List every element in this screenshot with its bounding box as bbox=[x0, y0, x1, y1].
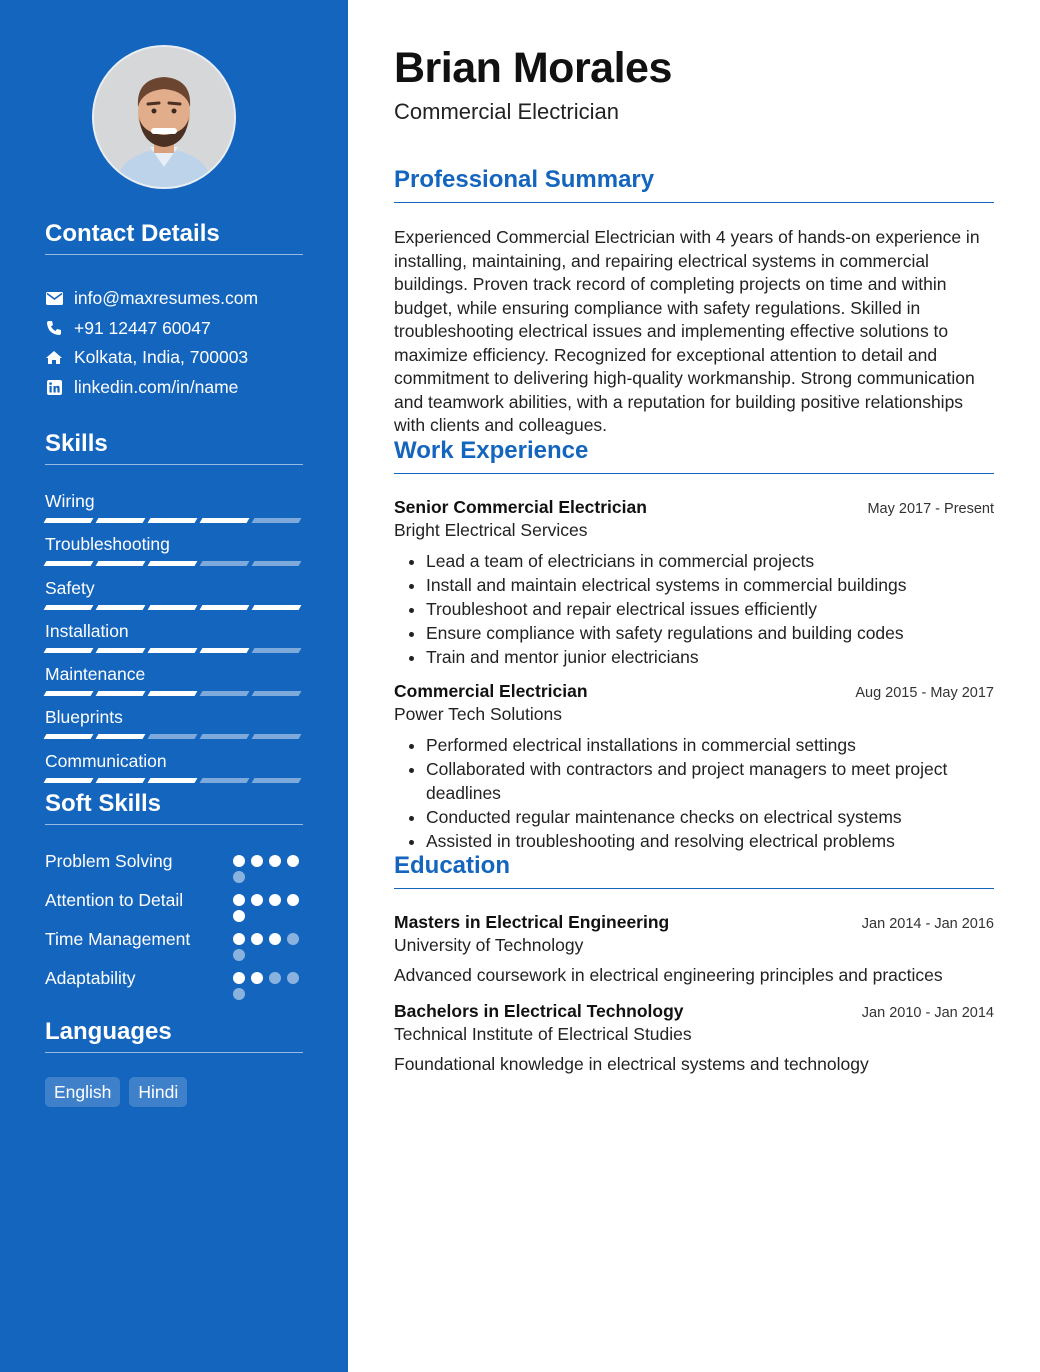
skill-level-segment bbox=[148, 648, 198, 653]
skill-level-segment bbox=[44, 561, 94, 566]
skill-level-segment bbox=[96, 648, 146, 653]
skill-level-segment bbox=[200, 605, 250, 610]
skill-level-segment bbox=[200, 648, 250, 653]
rating-dot bbox=[251, 972, 263, 984]
rating-dot bbox=[233, 910, 245, 922]
contact-details-heading: Contact Details bbox=[45, 220, 303, 255]
job-bullet: • Conducted regular maintenance checks on electrical systems bbox=[426, 805, 994, 829]
envelope-icon bbox=[45, 290, 63, 308]
contact-list bbox=[45, 284, 315, 402]
job-bullet: • Assisted in troubleshooting and resolving electrical problems bbox=[426, 829, 994, 853]
soft-skill-name: Problem Solving bbox=[45, 851, 173, 871]
education-entry bbox=[394, 1001, 994, 1075]
skill-level-segment bbox=[44, 778, 94, 783]
school-name: Technical Institute of Electrical Studies bbox=[394, 1024, 692, 1044]
rating-dot bbox=[269, 855, 281, 867]
rating-dot bbox=[233, 894, 245, 906]
skill-name: Installation bbox=[45, 620, 129, 641]
skill-level-segment bbox=[200, 778, 250, 783]
skill-name: Communication bbox=[45, 750, 167, 771]
rating-dot bbox=[233, 855, 245, 867]
skill-item bbox=[45, 750, 303, 793]
linkedin-icon bbox=[45, 378, 63, 396]
skill-level-segment bbox=[96, 561, 146, 566]
skill-level-segment bbox=[200, 734, 250, 739]
skill-level-segment bbox=[200, 518, 250, 523]
rating-dot bbox=[287, 894, 299, 906]
soft-skills-heading: Soft Skills bbox=[45, 790, 303, 825]
soft-skill-name: Attention to Detail bbox=[45, 890, 184, 910]
soft-skills-list bbox=[45, 850, 305, 1006]
soft-skill-item bbox=[45, 928, 305, 961]
avatar bbox=[92, 45, 236, 189]
rating-dot bbox=[287, 972, 299, 984]
education-heading: Education bbox=[394, 852, 994, 889]
rating-dot bbox=[233, 972, 245, 984]
contact-email[interactable] bbox=[45, 284, 315, 314]
contact-linkedin[interactable] bbox=[45, 373, 315, 403]
contact-linkedin-text: linkedin.com/in/name bbox=[74, 376, 239, 397]
rating-dot bbox=[251, 933, 263, 945]
professional-summary-heading: Professional Summary bbox=[394, 166, 994, 203]
skill-level-bar bbox=[45, 734, 303, 739]
soft-skill-item bbox=[45, 889, 305, 922]
job-title: Senior Commercial Electrician bbox=[394, 497, 647, 517]
school-name: University of Technology bbox=[394, 935, 584, 955]
education-date: Jan 2010 - Jan 2014 bbox=[861, 1005, 994, 1021]
soft-skill-rating bbox=[233, 850, 305, 883]
contact-location-text: Kolkata, India, 700003 bbox=[74, 347, 249, 368]
skills-list bbox=[45, 490, 303, 793]
skill-item bbox=[45, 663, 303, 706]
skill-level-bar bbox=[45, 691, 303, 696]
rating-dot bbox=[287, 933, 299, 945]
job-bullet: • Ensure compliance with safety regulations and building codes bbox=[426, 621, 994, 645]
skill-level-segment bbox=[252, 605, 302, 610]
skill-level-bar bbox=[45, 648, 303, 653]
soft-skill-item bbox=[45, 850, 305, 883]
contact-phone[interactable] bbox=[45, 314, 315, 344]
language-tag: Hindi bbox=[129, 1077, 187, 1107]
job-bullets bbox=[394, 733, 994, 853]
skill-level-segment bbox=[44, 691, 94, 696]
skill-level-segment bbox=[200, 561, 250, 566]
skill-level-segment bbox=[252, 691, 302, 696]
skill-item bbox=[45, 577, 303, 620]
education-date: Jan 2014 - Jan 2016 bbox=[861, 916, 994, 932]
rating-dot bbox=[269, 894, 281, 906]
skill-item bbox=[45, 490, 303, 533]
skill-level-bar bbox=[45, 605, 303, 610]
job-title: Commercial Electrician bbox=[394, 681, 588, 701]
rating-dot bbox=[233, 988, 245, 1000]
job-company: Bright Electrical Services bbox=[394, 520, 588, 540]
job-bullet: • Train and mentor junior electricians bbox=[426, 645, 994, 669]
degree-title: Masters in Electrical Engineering bbox=[394, 912, 670, 932]
soft-skill-name: Adaptability bbox=[45, 968, 136, 988]
skill-level-segment bbox=[96, 518, 146, 523]
job-company: Power Tech Solutions bbox=[394, 704, 562, 724]
skill-level-segment bbox=[96, 778, 146, 783]
rating-dot bbox=[233, 949, 245, 961]
sidebar bbox=[0, 0, 348, 1372]
skill-level-segment bbox=[252, 734, 302, 739]
skill-level-segment bbox=[148, 518, 198, 523]
skill-level-bar bbox=[45, 561, 303, 566]
skill-item bbox=[45, 533, 303, 576]
language-tag: English bbox=[45, 1077, 120, 1107]
skill-level-segment bbox=[44, 605, 94, 610]
degree-title: Bachelors in Electrical Technology bbox=[394, 1001, 684, 1021]
job-entry bbox=[394, 497, 994, 669]
languages-list bbox=[45, 1077, 187, 1107]
skill-name: Troubleshooting bbox=[45, 534, 170, 555]
contact-email-text: info@maxresumes.com bbox=[74, 288, 259, 309]
skill-name: Maintenance bbox=[45, 664, 146, 685]
skill-level-bar bbox=[45, 518, 303, 523]
skills-heading: Skills bbox=[45, 430, 303, 465]
skill-level-segment bbox=[252, 518, 302, 523]
skill-name: Blueprints bbox=[45, 707, 123, 728]
education-entry bbox=[394, 912, 994, 986]
skill-level-bar bbox=[45, 778, 303, 783]
skill-item bbox=[45, 620, 303, 663]
rating-dot bbox=[233, 933, 245, 945]
home-icon bbox=[45, 349, 63, 367]
skill-level-segment bbox=[252, 648, 302, 653]
skill-item bbox=[45, 706, 303, 749]
skill-name: Wiring bbox=[45, 491, 95, 511]
candidate-role: Commercial Electrician bbox=[394, 99, 619, 124]
job-date: May 2017 - Present bbox=[867, 501, 994, 517]
skill-level-segment bbox=[96, 691, 146, 696]
skill-level-segment bbox=[252, 778, 302, 783]
phone-icon bbox=[45, 319, 63, 337]
work-experience-heading: Work Experience bbox=[394, 437, 994, 474]
rating-dot bbox=[269, 972, 281, 984]
contact-phone-text: +91 12447 60047 bbox=[74, 317, 211, 338]
skill-level-segment bbox=[200, 691, 250, 696]
job-entry bbox=[394, 681, 994, 853]
skill-level-segment bbox=[44, 734, 94, 739]
job-bullet: • Troubleshoot and repair electrical issues efficiently bbox=[426, 597, 994, 621]
skill-level-segment bbox=[96, 734, 146, 739]
candidate-name: Brian Morales bbox=[394, 44, 672, 92]
skill-level-segment bbox=[96, 605, 146, 610]
soft-skill-name: Time Management bbox=[45, 929, 191, 949]
job-bullet: • Performed electrical installations in commercial settings bbox=[426, 733, 994, 757]
soft-skill-item bbox=[45, 967, 305, 1000]
profile-photo bbox=[94, 47, 234, 187]
soft-skill-rating bbox=[233, 928, 305, 961]
skill-level-segment bbox=[148, 778, 198, 783]
rating-dot bbox=[251, 894, 263, 906]
education-description: Foundational knowledge in electrical systems and technology bbox=[394, 1054, 869, 1074]
summary-text: Experienced Commercial Electrician with 4 years of hands-on experience in installing, maintaining, and repairing electrical systems in commercial buildings. Proven track record of completing projects on time and within budget, while ensuring compliance with safety regulations. Skilled in troubleshooting electrical issues and implementing effective solutions to maximize efficiency. Recognized for exceptional attention to detail and commitment to delivering high-quality workmanship. Strong communication and teamwork abilities, with a reputation for building positive relationships with clients and colleagues. bbox=[394, 227, 980, 435]
skill-level-segment bbox=[148, 561, 198, 566]
soft-skill-rating bbox=[233, 967, 305, 1000]
job-bullet: • Install and maintain electrical systems in commercial buildings bbox=[426, 573, 994, 597]
education-description: Advanced coursework in electrical engineering principles and practices bbox=[394, 965, 943, 985]
skill-level-segment bbox=[252, 561, 302, 566]
job-bullet: • Lead a team of electricians in commercial projects bbox=[426, 549, 994, 573]
contact-location bbox=[45, 343, 315, 373]
job-bullets bbox=[394, 549, 994, 669]
rating-dot bbox=[269, 933, 281, 945]
skill-level-segment bbox=[148, 734, 198, 739]
rating-dot bbox=[233, 871, 245, 883]
skill-level-segment bbox=[44, 518, 94, 523]
rating-dot bbox=[251, 855, 263, 867]
soft-skill-rating bbox=[233, 889, 305, 922]
rating-dot bbox=[287, 855, 299, 867]
languages-heading: Languages bbox=[45, 1018, 303, 1053]
job-bullet: • Collaborated with contractors and project managers to meet project deadlines bbox=[426, 757, 994, 805]
job-date: Aug 2015 - May 2017 bbox=[855, 685, 994, 701]
skill-level-segment bbox=[44, 648, 94, 653]
skill-level-segment bbox=[148, 691, 198, 696]
skill-name: Safety bbox=[45, 577, 95, 598]
skill-level-segment bbox=[148, 605, 198, 610]
